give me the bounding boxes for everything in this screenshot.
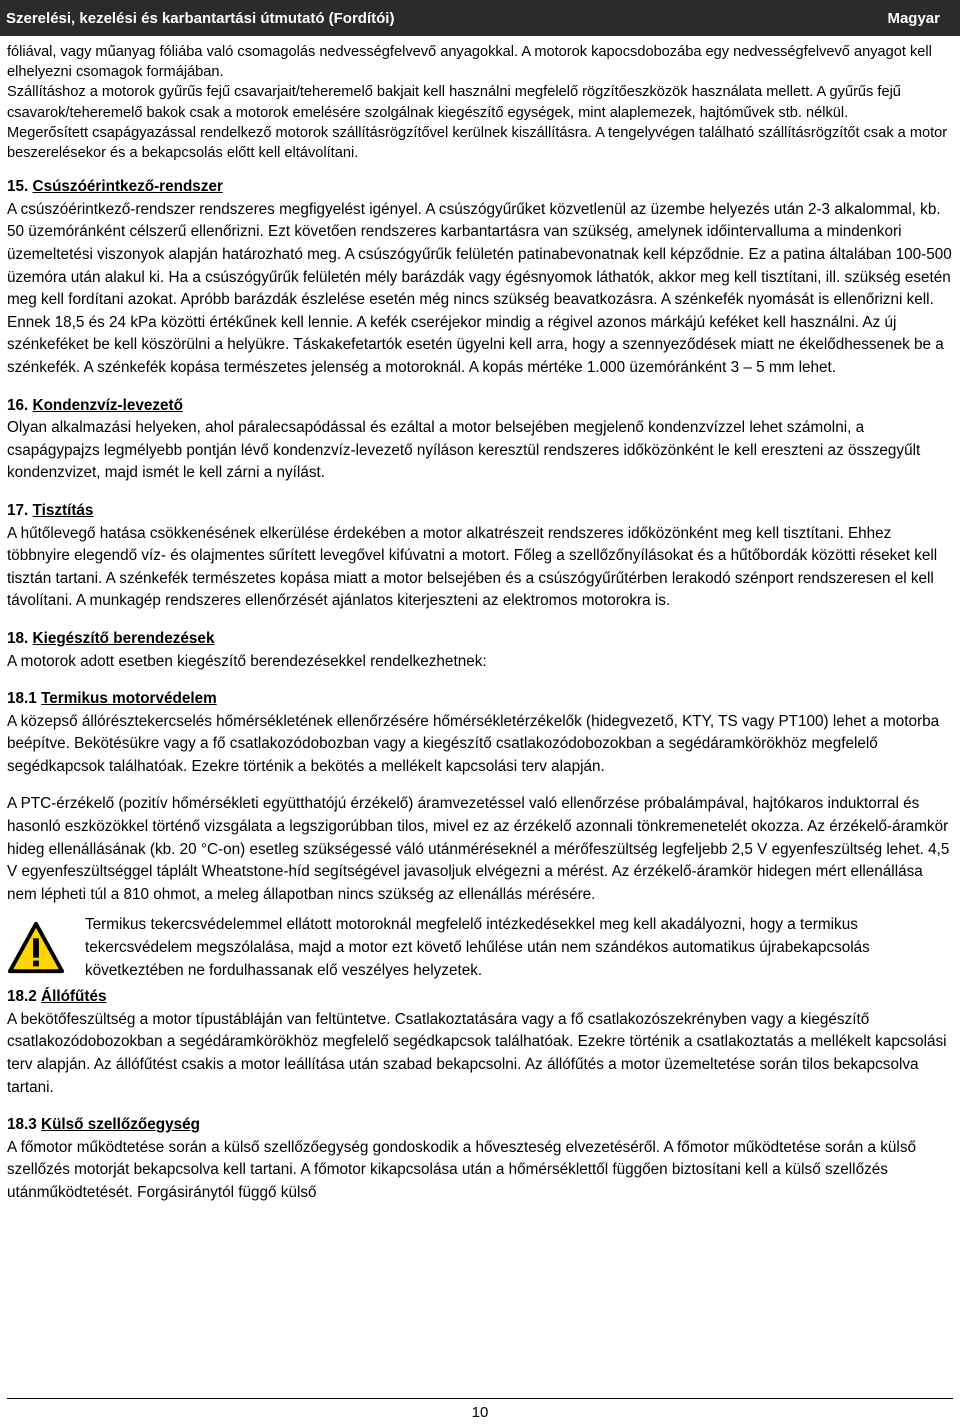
page-number: 10 <box>471 1404 489 1421</box>
warning-triangle-icon <box>7 920 65 976</box>
section-18-1-paragraph-1: A közepső állórésztekercselés hőmérsékletének ellenőrzésére hőmérsékletérzékelők (hidegvezető, KTY, TS vagy PT100) lehet a motorba beépítve. Bekötésükre vagy a fő csatlakozódobozban vagy a kiegészítő csatlakozódobozokban a segédáramkörökhöz megfelelő segédkapcsok találhatóak. Ezekre történik a bekötés a mellékelt kapcsolási terv alapján. <box>7 712 940 775</box>
section-title: Kiegészítő berendezések <box>32 629 215 647</box>
document-title: Szerelési, kezelési és karbantartási útmutató (Fordítói) <box>6 9 395 27</box>
section-number: 17. <box>7 501 29 519</box>
warning-box <box>7 914 955 982</box>
section-18-3-text: A főmotor működtetése során a külső szellőzőegység gondoskodik a hőveszteség elvezetéséről. A főmotor működtetése során a külső szellőzés motorját bekapcsolva kell tartani. A főmotor kikapcsolása után a hőmérséklettől függően biztosítani kell a külső szellőzés utánműködtetését. Forgásiránytól függő külső <box>7 1138 916 1201</box>
section-18-2-text: A bekötőfeszültség a motor típustábláján van feltüntetve. Csatlakoztatására vagy a fő csatlakozószekrényben vagy a kiegészítő csatlakozódobozokban a segédáramkörökhöz megfelelő segédkapcsok találhatóak. Ezekre történik a csatlakoztatás a mellékelt kapcsolási terv alapján. Az állófűtést csakis a motor leállítása után szabad bekapcsolni. Az állófűtés a motor üzemeltetése során tilos bekapcsolva tartani. <box>7 1010 947 1096</box>
section-title: Külső szellőzőegység <box>41 1116 200 1134</box>
language-label: Magyar <box>887 9 940 27</box>
intro-paragraph-3: Megerősített csapágyazással rendelkező motorok szállításrögzítővel kerülnek kiszállításra. A tengelyvégen található szállításrögzítőt csak a motor beszerelésekor és a bekapcsolás előtt kell eltávolítani. <box>7 124 948 162</box>
section-title: Csúszóérintkező-rendszer <box>32 178 223 196</box>
section-15-heading <box>7 176 955 199</box>
section-title: Termikus motorvédelem <box>41 690 217 708</box>
section-16-heading <box>7 395 955 418</box>
section-15-text: A csúszóérintkező-rendszer rendszeres megfigyelést igényel. A csúszógyűrűket közvetlenül az üzembe helyezés után 2-3 alkalommal, kb. 50 üzemóránként célszerű ellenőrizni. Ezt követően rendszeres karbantartásra van szükség, amelynek időintervalluma a mindenkori üzemeltetési viszonyok alapján határozható meg. A csúszógyűrűk felületén patinabevonatnak kell képződnie. Ez a patina általában 100-500 üzemóra után alakul ki. Ha a csúszógyűrűk felületén mély barázdák vagy égésnyomok láthatók, akkor meg kell tisztítani, ill. szükség esetén meg kell fordítani azokat. Apróbb barázdák észlelése esetén még nincs szükség beavatkozásra. A szénkefék nyomását is ellenőrizni kell. Ennek 18,5 és 24 kPa közötti értékűnek kell lennie. A kefék cseréjekor mindig a régivel azonos márkájú keféket kell használni. Az új szénkeféket be kell köszörülni a helyükre. Táskakefetartók esetén ügyelni kell arra, hogy a szennyeződések miatt ne ékelődhessenek be a szénkefék. A szénkefék kopása természetes jelenség a motoroknál. A kopás mértéke 1.000 üzemóránként 3 – 5 mm lehet. <box>7 200 952 376</box>
section-16-text: Olyan alkalmazási helyeken, ahol páralecsapódással és ezáltal a motor belsejében megjelenő kondenzvízzel lehet számolni, a csapágypajzs legmélyebb pontján lévő kondenzvíz-levezető nyíláson keresztül rendszeres időközönként le kell ereszteni az összegyűlt kondenzvizet, majd ismét le kell zárni a nyílást. <box>7 419 921 482</box>
section-number: 18.1 <box>7 690 37 708</box>
footer-divider <box>7 1398 953 1399</box>
section-17-text: A hűtőlevegő hatása csökkenésének elkerülése érdekében a motor alkatrészeit rendszeres időközönként meg kell tisztítani. Ehhez többnyire elegendő víz- és olajmentes sűrített levegővel kifúvatni a motort. Főleg a szellőzőnyílásokat és a hűtőbordák közötti réseket kell tisztán tartani. A szénkefék természetes kopása miatt a motor belsejében és a csúszógyűrűtérben lerakodó szénport rendszeresen el kell távolítani. A munkagép rendszeres ellenőrzését ajánlatos kiterjeszteni az elektromos motorokra is. <box>7 524 938 610</box>
section-18-1-heading <box>7 688 955 711</box>
page-content <box>7 42 955 1205</box>
section-18-text: A motorok adott esetben kiegészítő berendezésekkel rendelkezhetnek: <box>7 652 487 670</box>
section-number: 18.2 <box>7 988 37 1006</box>
section-18-1-paragraph-2: A PTC-érzékelő (pozitív hőmérsékleti együtthatójú érzékelő) áramvezetéssel való ellenőrzése próbalámpával, hajtókaros induktorral és hasonló eszközökkel történő vizsgálata a legszigorúbban tilos, mivel ez az érzékelő azonnali tönkremenetelét okozza. Az érzékelő-áramkör hideg ellenállásának (kb. 20 °C-on) esetleg szükségessé váló utánméréseknél a mérőfeszültség legfeljebb 2,5 V egyenfeszültség lehet. 4,5 V egyenfeszültséggel táplált Wheatstone-híd segítségével javasoljuk elvégezni a mérést. Az érzékelő-áramkör hidegen mért ellenállása nem lépheti túl a 810 ohmot, a meleg állapotban nincs szükség az ellenállás mérésére. <box>7 795 950 903</box>
intro-paragraph-2: Szállításhoz a motorok gyűrűs fejű csavarjait/teheremelő bakjait kell használni megfelelő rögzítőeszközök használata mellett. A gyűrűs fejű csavarok/teheremelő bakok csak a motorok emelésére szolgálnak kiegészítő egységek, mint alaplemezek, hajtóművek stb. nélkül. <box>7 84 901 121</box>
warning-text: Termikus tekercsvédelemmel ellátott motoroknál megfelelő intézkedésekkel meg kell akadályozni, hogy a termikus tekercsvédelem megszólalása, majd a motor ezt követő lehűlése után nem szándékos automatikus újrabekapcsolás következtében ne fordulhassanak elő veszélyes helyzetek. <box>85 916 870 979</box>
section-title: Tisztítás <box>32 501 94 519</box>
intro-paragraph-1: fóliával, vagy műanyag fóliába való csomagolás nedvességfelvevő anyagokkal. A motorok kapocsdobozába egy nedvességfelvevő anyagot kell elhelyezni csomagok formájában. <box>7 44 932 81</box>
section-number: 18. <box>7 629 29 647</box>
section-18-3-heading <box>7 1114 955 1137</box>
section-18-heading <box>7 628 955 651</box>
section-number: 16. <box>7 396 29 414</box>
page-header <box>0 0 960 36</box>
section-number: 15. <box>7 178 29 196</box>
section-18-2-heading <box>7 986 955 1009</box>
section-17-heading <box>7 500 955 523</box>
section-title: Kondenzvíz-levezető <box>32 396 183 414</box>
section-title: Állófűtés <box>41 988 107 1006</box>
section-number: 18.3 <box>7 1116 37 1134</box>
